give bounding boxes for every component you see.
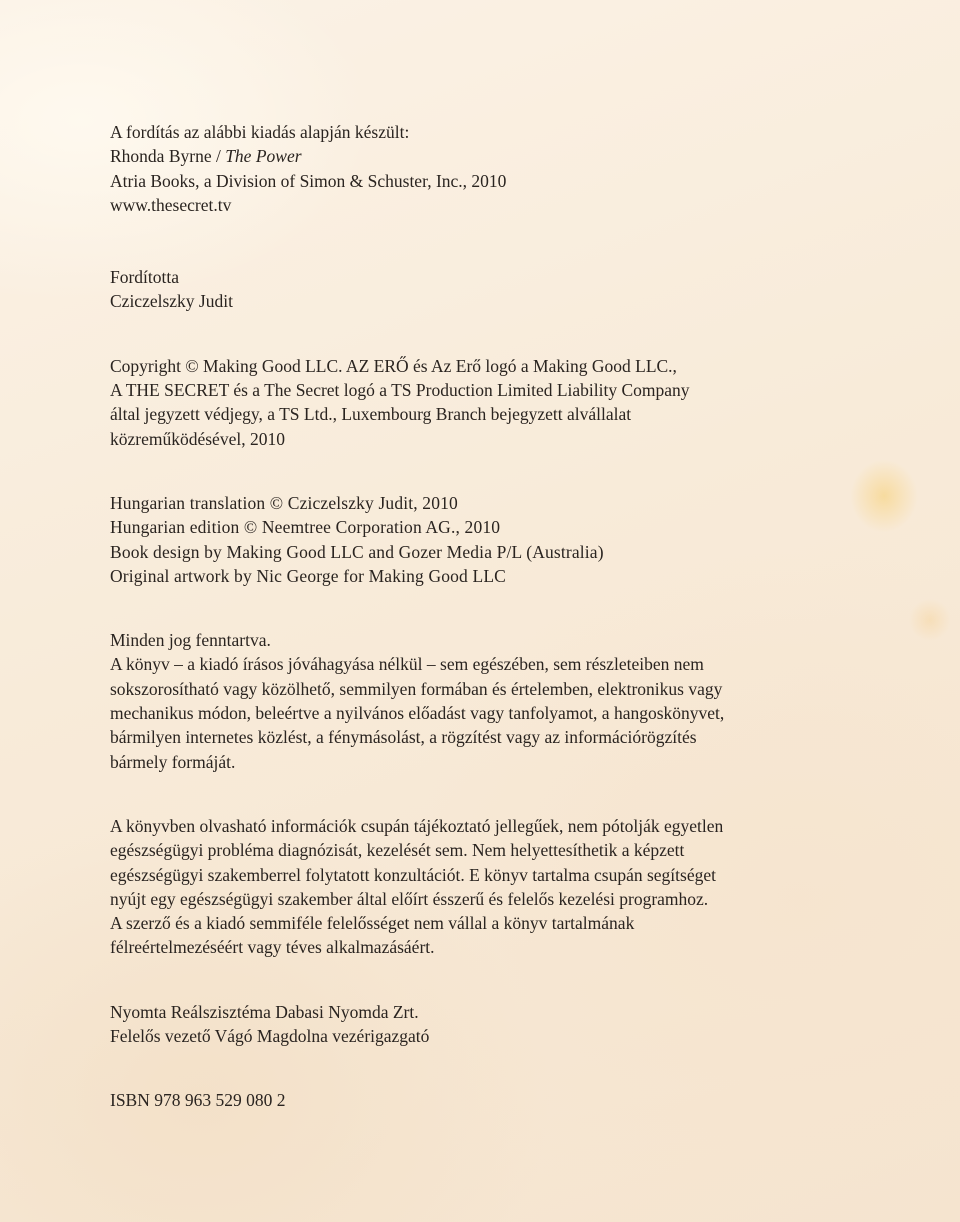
credit-line: Original artwork by Nic George for Making Good LLC (110, 565, 506, 586)
translator-label: Fordította (110, 267, 180, 288)
credit-line: Book design by Making Good LLC and Gozer Media P/L (Australia) (110, 541, 604, 562)
disclaimer-line: A könyvben olvasható információk csupán tájékoztató jellegűek, nem pótolják egyetlen (110, 815, 724, 836)
source-intro: A fordítás az alábbi kiadás alapján készült: (110, 122, 410, 142)
isbn-block (110, 1088, 830, 1112)
rights-line: Minden jog fenntartva. (110, 630, 271, 651)
disclaimer-line: félreértelmezéséért vagy téves alkalmazásáért. (110, 937, 435, 958)
translator-block (110, 265, 830, 314)
translator-name: Cziczelszky Judit (110, 291, 233, 312)
printer-line: Felelős vezető Vágó Magdolna vezérigazgató (110, 1026, 430, 1047)
source-edition-block (110, 120, 830, 217)
isbn: ISBN 978 963 529 080 2 (110, 1090, 286, 1111)
printer-line: Nyomta Reálszisztéma Dabasi Nyomda Zrt. (110, 1001, 419, 1022)
rights-line: sokszorosítható vagy közölhető, semmilyen formában és értelemben, elektronikus vagy (110, 678, 723, 699)
copyright-line: közreműködésével, 2010 (110, 428, 285, 449)
rights-block (110, 628, 830, 774)
rights-line: bármilyen internetes közlést, a fénymásolást, a rögzítést vagy az információrögzítés (110, 727, 697, 748)
disclaimer-block (110, 814, 830, 960)
copyright-page (110, 120, 830, 1113)
copyright-line: A THE SECRET és a The Secret logó a TS Production Limited Liability Company (110, 380, 690, 401)
printer-block (110, 1000, 830, 1049)
rights-line: A könyv – a kiadó írásos jóváhagyása nélkül – sem egészében, sem részleteiben nem (110, 654, 704, 675)
disclaimer-line: egészségügyi szakemberrel folytatott konzultációt. E könyv tartalma csupán segítséget (110, 864, 716, 885)
source-author-title (110, 144, 830, 168)
source-website: www.thesecret.tv (110, 194, 232, 215)
copyright-line: Copyright © Making Good LLC. AZ ERŐ és Az Erő logó a Making Good LLC., (110, 355, 677, 376)
copyright-line: által jegyzett védjegy, a TS Ltd., Luxembourg Branch bejegyzett alvállalat (110, 404, 632, 425)
source-publisher: Atria Books, a Division of Simon & Schuster, Inc., 2010 (110, 170, 507, 191)
rights-line: bármely formáját. (110, 751, 236, 772)
source-book-title: The Power (225, 146, 302, 167)
copyright-block (110, 354, 830, 451)
credit-line: Hungarian translation © Cziczelszky Judit, 2010 (110, 492, 458, 513)
credit-line: Hungarian edition © Neemtree Corporation AG., 2010 (110, 517, 501, 538)
disclaimer-line: A szerző és a kiadó semmiféle felelősséget nem vállal a könyv tartalmának (110, 913, 635, 934)
source-author: Rhonda Byrne / (110, 146, 226, 167)
credits-block (110, 491, 830, 588)
disclaimer-line: nyújt egy egészségügyi szakember által előírt ésszerű és felelős kezelési programhoz. (110, 888, 709, 909)
rights-line: mechanikus módon, beleértve a nyilvános előadást vagy tanfolyamot, a hangoskönyvet, (110, 703, 725, 724)
disclaimer-line: egészségügyi probléma diagnózisát, kezelését sem. Nem helyettesíthetik a képzett (110, 840, 685, 861)
